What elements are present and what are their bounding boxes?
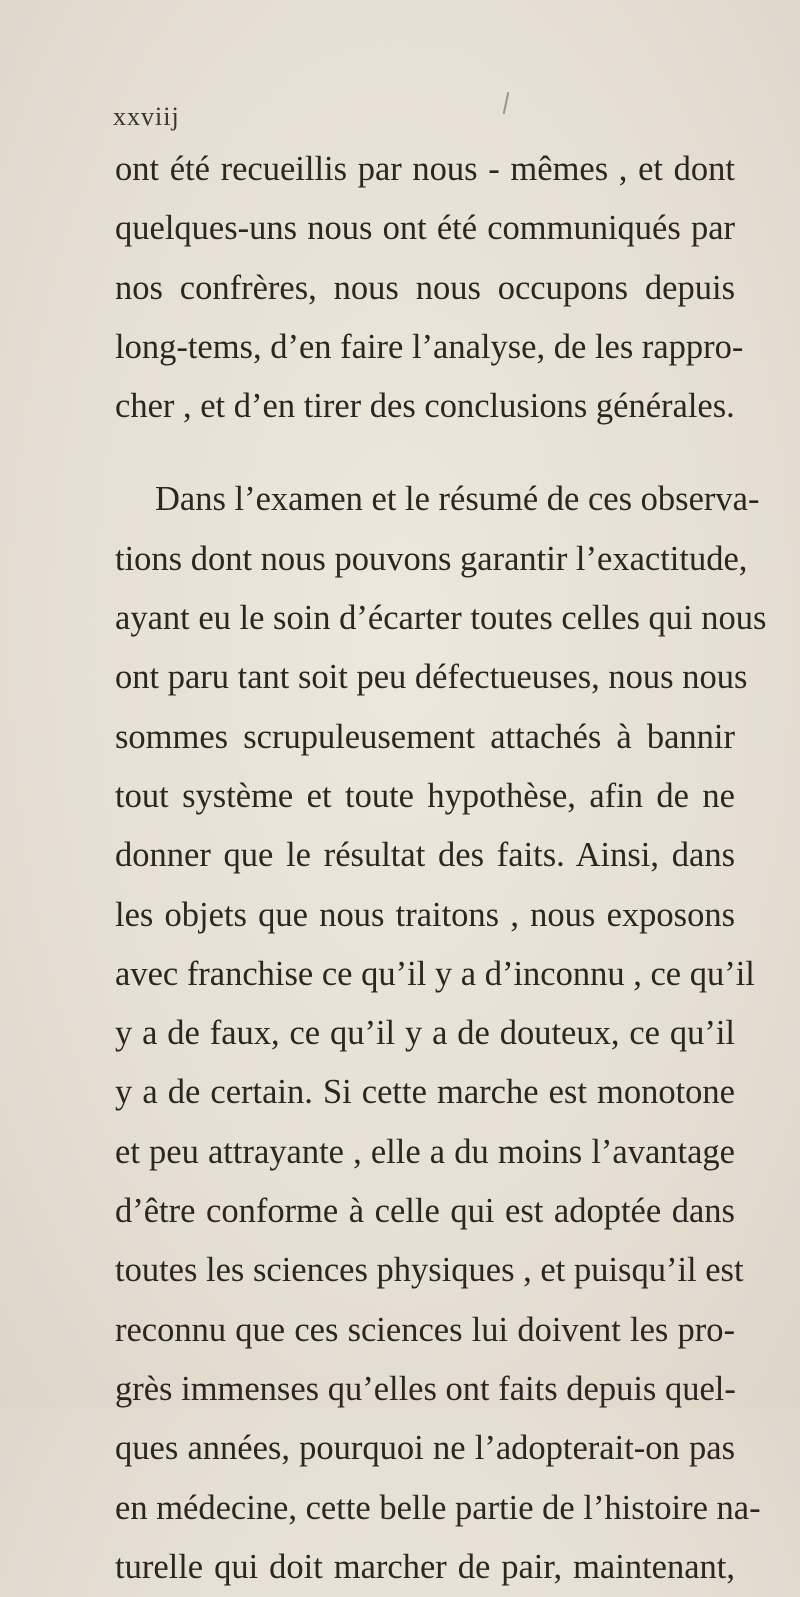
text-line: sommes scrupuleusement attachés à bannir <box>115 717 735 756</box>
text-line: en médecine, cette belle partie de l’histoire na- <box>115 1488 761 1527</box>
ink-mark <box>503 92 510 114</box>
text-line: ayant eu le soin d’écarter toutes celles qui nous <box>115 599 767 638</box>
text-line: Dans l’examen et le résumé de ces observa- <box>155 480 760 519</box>
text-line: turelle qui doit marcher de pair, maintenant, <box>115 1547 735 1586</box>
text-line: donner que le résultat des faits. Ainsi, dans <box>115 836 735 875</box>
text-line: quelques-uns nous ont été communiqués par <box>115 209 735 248</box>
text-line: tions dont nous pouvons garantir l’exactitude, <box>115 539 748 578</box>
text-line: ont paru tant soit peu défectueuses, nous nous <box>115 658 748 697</box>
text-line: cher , et d’en tirer des conclusions générales. <box>115 387 735 426</box>
paragraph-gap <box>115 436 735 470</box>
text-line: tout système et toute hypothèse, afin de ne <box>115 776 735 815</box>
text-line: long-tems, d’en faire l’analyse, de les rappro- <box>115 327 744 366</box>
text-line: et peu attrayante , elle a du moins l’avantage <box>115 1132 735 1171</box>
text-line: grès immenses qu’elles ont faits depuis quel- <box>115 1369 736 1408</box>
text-line: toutes les sciences physiques , et puisqu’il est <box>115 1251 744 1290</box>
text-line: y a de faux, ce qu’il y a de douteux, ce qu’il <box>115 1014 735 1053</box>
text-line: reconnu que ces sciences lui doivent les pro- <box>115 1310 735 1349</box>
text-line: ques années, pourquoi ne l’adopterait-on pas <box>115 1429 735 1468</box>
text-line: y a de certain. Si cette marche est monotone <box>115 1073 735 1112</box>
paragraph-1 <box>115 140 744 436</box>
text-line: ont été recueillis par nous - mêmes , et dont <box>115 150 735 188</box>
text-line: nos confrères, nous nous occupons depuis <box>115 268 735 307</box>
text-line: les objets que nous traitons , nous exposons <box>115 895 735 934</box>
text-line: d’être conforme à celle qui est adoptée dans <box>115 1192 735 1231</box>
page-number: xxviij <box>113 102 180 131</box>
paragraph-2 <box>115 470 767 1597</box>
body-text <box>115 140 767 1597</box>
text-line: avec franchise ce qu’il y a d’inconnu , ce qu’il <box>115 954 755 993</box>
